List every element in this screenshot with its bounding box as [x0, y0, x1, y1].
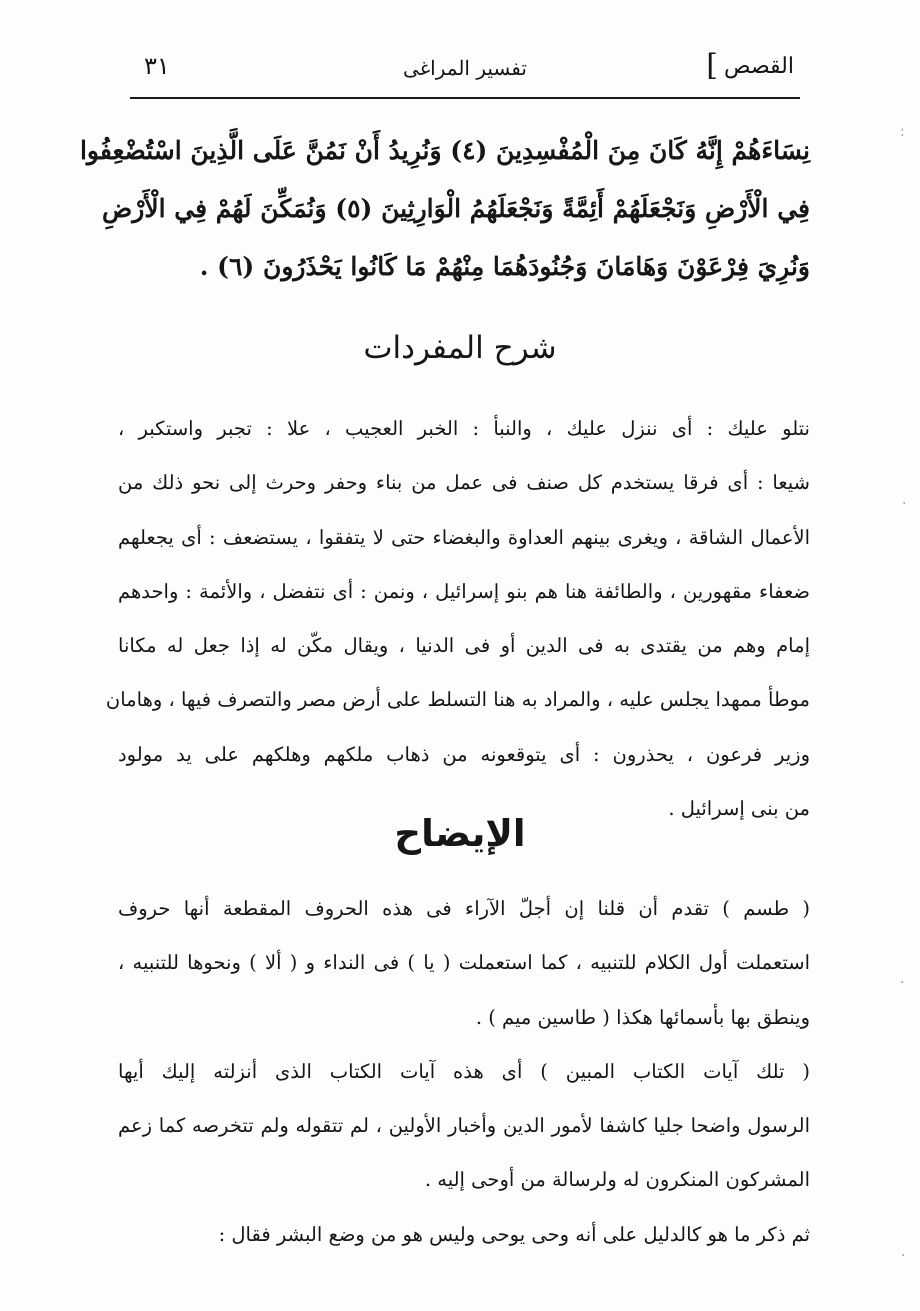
explanation-line: المشركون المنكرون له ولرسالة من أوحى إليه .: [424, 1168, 810, 1192]
scan-margin-mark: ·: [901, 1248, 906, 1264]
surah-name: القصص: [724, 54, 794, 79]
header-rule: [130, 97, 800, 99]
quran-verses: [79, 122, 810, 296]
vocabulary-line: نتلو عليك : أى ننزل عليك ، والنبأ : الخبر العجيب ، علا : تجبر واستكبر ،: [118, 417, 810, 440]
vocabulary-line: ضعفاء مقهورين ، والطائفة هنا هم بنو إسرائيل ، ونمن : أى نتفضل ، والأئمة : واحدهم: [118, 579, 810, 603]
vocabulary-section: [105, 402, 810, 836]
vocabulary-line: إمام وهم من يقتدى به فى الدين أو فى الدنيا ، ويقال مكّن له إذا جعل له مكانا: [118, 634, 810, 658]
vocabulary-line: الأعمال الشاقة ، ويغرى بينهم العداوة والبغضاء حتى لا يتفقوا ، يستضعف : أى يجعلهم: [118, 525, 810, 549]
explanation-heading: الإيضاح: [394, 812, 526, 855]
vocabulary-heading: شرح المفردات: [363, 330, 557, 366]
vocabulary-line: موطأ ممهدا يجلس عليه ، والمراد به هنا التسلط على أرض مصر والتصرف فيها ، وهامان: [105, 688, 810, 712]
page-number: ٣١: [144, 52, 170, 80]
vocabulary-line: من بنى إسرائيل .: [668, 797, 810, 821]
explanation-line: وينطق بها بأسمائها هكذا ( طاسين ميم ) .: [475, 1005, 810, 1029]
scan-margin-mark: :: [900, 124, 905, 140]
explanation-line: استعملت أول الكلام للتنبيه ، كما استعملت ( يا ) فى النداء و ( ألا ) ونحوها للتنبيه ،: [118, 951, 810, 975]
vocabulary-line: وزير فرعون ، يحذرون : أى يتوقعونه من ذهاب ملكهم وهلكهم على يد مولود: [118, 742, 810, 766]
vocabulary-line: شيعا : أى فرقا يستخدم كل صنف فى عمل من بناء وحفر وحرث إلى نحو ذلك من: [118, 471, 810, 495]
verse-line: فِي الْأَرْضِ وَنَجْعَلَهُمْ أَئِمَّةً وَنَجْعَلَهُمُ الْوَارِثِينَ (٥) وَنُمَكِّنَ لَهُمْ فِي الْأَرْضِ: [102, 194, 810, 223]
scan-margin-mark: ·: [902, 496, 907, 512]
explanation-line: ثم ذكر ما هو كالدليل على أنه وحى يوحى وليس هو من وضع البشر فقال :: [218, 1222, 810, 1246]
explanation-section: [118, 882, 810, 1262]
verse-line: نِسَاءَهُمْ إِنَّهُ كَانَ مِنَ الْمُفْسِدِينَ (٤) وَنُرِيدُ أَنْ نَمُنَّ عَلَى الَّذِينَ اسْتُضْعِفُوا: [79, 136, 810, 165]
explanation-line: الرسول واضحا جليا كاشفا لأمور الدين وأخبار الأولين ، لم تتقوله ولم تتخرصه كما زعم: [118, 1114, 810, 1138]
explanation-line: ( تلك آيات الكتاب المبين ) أى هذه آيات الكتاب الذى أنزلته إليك أيها: [118, 1059, 810, 1083]
explanation-line: ( طسم ) تقدم أن قلنا إن أجلّ الآراء فى هذه الحروف المقطعة أنها حروف: [118, 897, 810, 920]
header-bracket: ]: [706, 48, 718, 83]
page-header: [130, 50, 800, 92]
scan-margin-mark: ·: [900, 975, 905, 991]
verse-line: وَنُرِيَ فِرْعَوْنَ وَهَامَانَ وَجُنُودَهُمَا مِنْهُمْ مَا كَانُوا يَحْذَرُونَ (٦) .: [199, 252, 810, 281]
book-title: تفسير المراغى: [403, 56, 527, 80]
